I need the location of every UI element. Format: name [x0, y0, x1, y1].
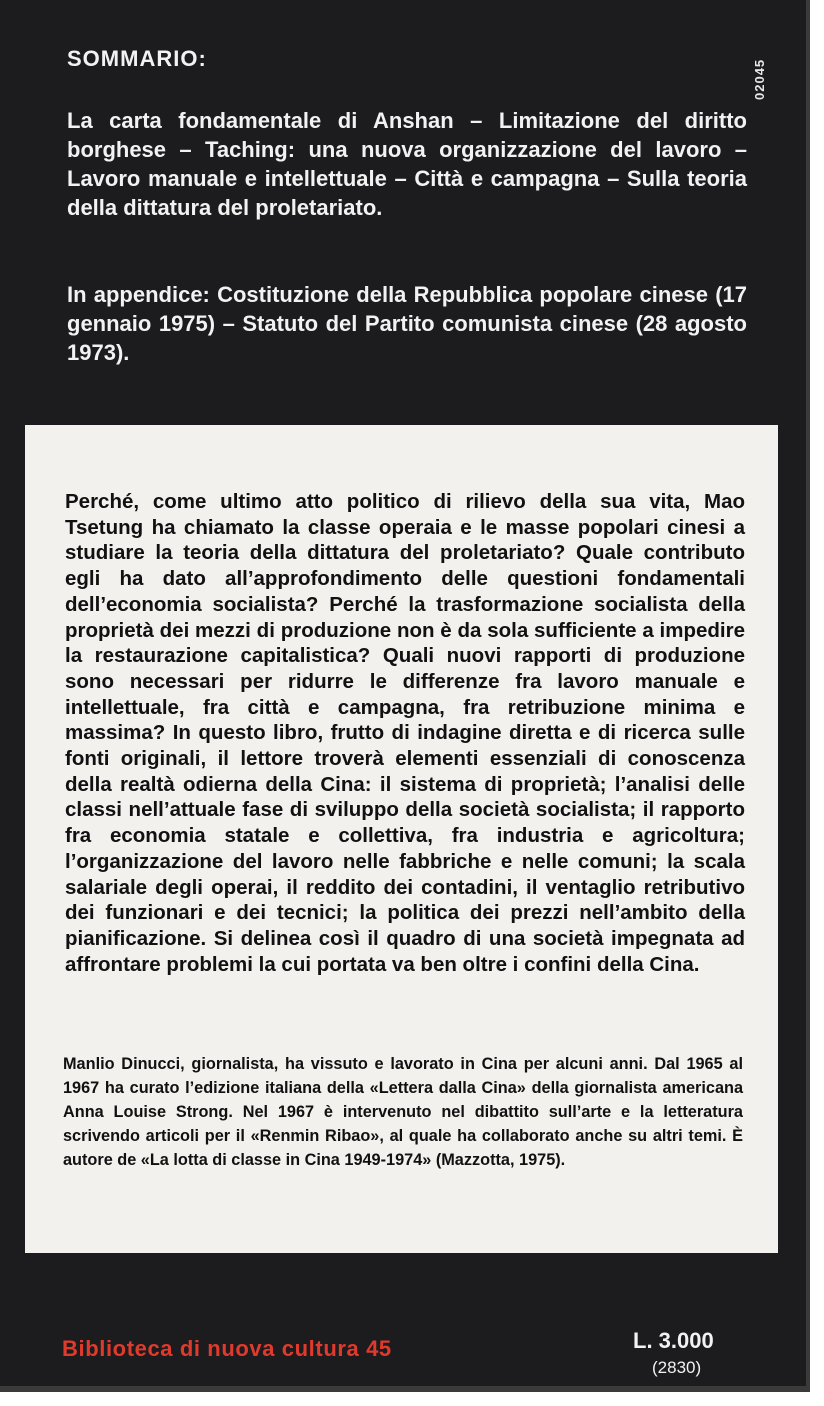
summary-text: La carta fondamentale di Anshan – Limitazione del diritto borghese – Taching: una nuova organizzazione del lavoro – Lavoro manuale e intellettuale – Città e campagna – Sulla teoria della dittatura del proletariato. [67, 108, 747, 220]
price: L. 3.000 [633, 1328, 714, 1353]
series-title: Biblioteca di nuova cultura 45 [62, 1336, 392, 1361]
summary-heading: SOMMARIO: [67, 46, 207, 71]
description-panel [25, 425, 778, 1253]
book-description: Perché, come ultimo atto politico di rilievo della sua vita, Mao Tsetung ha chiamato la classe operaia e le masse popolari cinesi a studiare la teoria della dittatura del proletariato? Quale contributo egli ha dato all’approfondimento delle questioni fondamentali dell’economia socialista? Perché la trasformazione socialista della proprietà dei mezzi di produzione non è da sola sufficiente a impedire la restaurazione capitalistica? Quali nuovi rapporti di produzione sono necessari per ridurre le differenze fra lavoro manuale e intellettuale, fra città e campagna, fra retribuzione minima e massima? In questo libro, frutto di indagine diretta e di ricerca sulle fonti originali, il lettore troverà elementi essenziali di conoscenza della realtà odierna della Cina: il sistema di proprietà; l’analisi delle classi nell’attuale fase di sviluppo della società socialista; il rapporto fra economia statale e collettiva, fra industria e agricoltura; l’organizzazione del lavoro nelle fabbriche e nelle comuni; la scala salariale degli operai, il reddito dei contadini, il ventaglio retributivo dei funzionari e dei tecnici; la politica dei prezzi nell’ambito della pianificazione. Si delinea così il quadro di una società impegnata ad affrontare problemi la cui portata va ben oltre i confini della Cina. [65, 490, 745, 976]
author-biography: Manlio Dinucci, giornalista, ha vissuto e lavorato in Cina per alcuni anni. Dal 1965 al 1967 ha curato l’edizione italiana della «Lettera dalla Cina» della giornalista americana Anna Louise Strong. Nel 1967 è intervenuto nel dibattito sull’arte e la letteratura scrivendo articoli per il «Renmin Ribao», al quale ha collaborato anche su altri temi. È autore de «La lotta di classe in Cina 1949-1974» (Mazzotta, 1975). [63, 1055, 743, 1169]
price-code: (2830) [652, 1358, 702, 1377]
appendix-text: In appendice: Costituzione della Repubblica popolare cinese (17 gennaio 1975) – Statuto del Partito comunista cinese (28 agosto 1973). [67, 282, 747, 365]
catalog-code: 02045 [752, 58, 767, 100]
